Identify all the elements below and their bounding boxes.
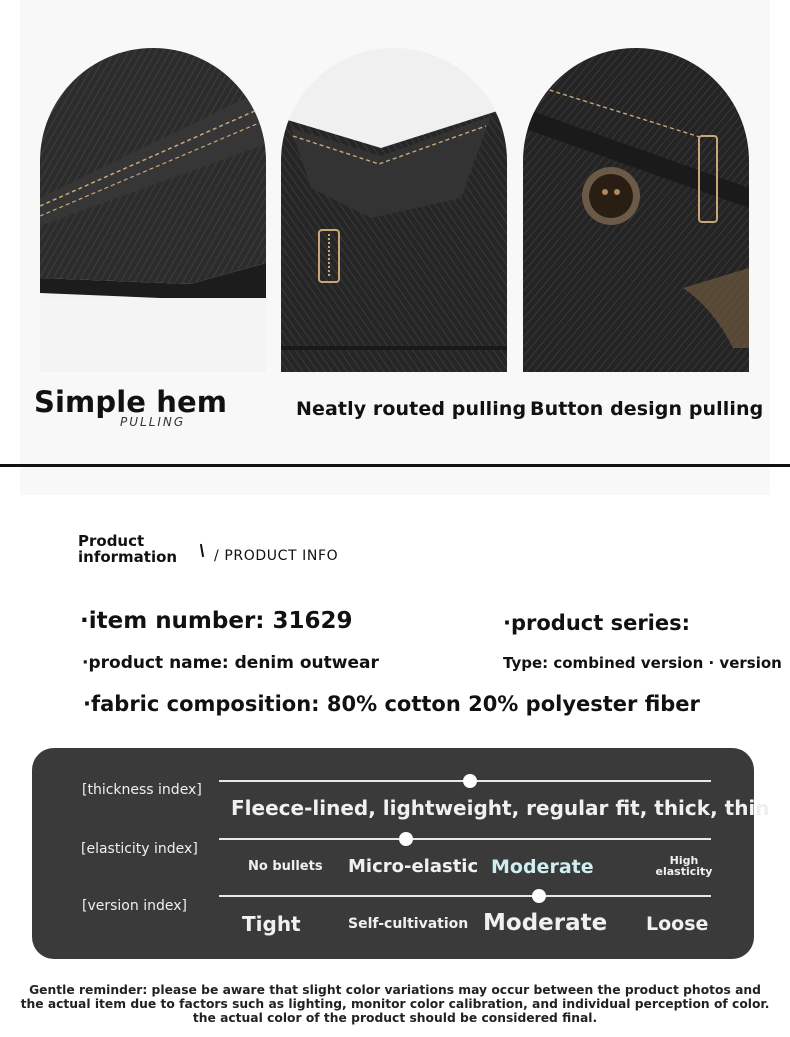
elasticity-option-high [648,855,720,877]
product-info-title: Product information [78,532,178,566]
thickness-level-marker [463,774,477,788]
product-name: ·product name: denim outwear [82,653,379,673]
title-tick-mark [200,544,204,557]
collar-detail-photo [281,48,507,372]
elasticity-level-marker [399,832,413,846]
feature-title-hem: Simple hem [34,385,228,419]
thickness-index-label: [thickness index] [82,782,202,798]
feature-title-button: Button design pulling [530,398,764,420]
section-divider [0,464,790,467]
thickness-description: Fleece-lined, lightweight, regular fit, thick, thin [231,796,770,820]
version-level-marker [532,889,546,903]
elasticity-option-no-bullets: No bullets [248,859,323,874]
elasticity-option-moderate: Moderate [491,856,594,878]
product-info-subtitle: / PRODUCT INFO [214,548,339,564]
color-variation-notice: Gentle reminder: please be aware that slight color variations may occur between the product photos and the actual item due to factors such as lighting, monitor color calibration, and individual perception of color. the actual color of the product should be considered final. [20,983,770,1025]
elasticity-option-micro-elastic: Micro-elastic [348,856,479,877]
elasticity-track [219,838,711,840]
product-type: Type: combined version · version [503,654,782,672]
button-detail-photo [523,48,749,372]
elasticity-index-label: [elasticity index] [81,841,198,857]
item-number: ·item number: 31629 [80,608,353,634]
elasticity-option-high-line1: High [669,854,699,867]
hem-detail-photo [40,48,266,372]
version-option-tight: Tight [242,912,301,936]
feature-title-collar: Neatly routed pulling [296,398,527,420]
fabric-composition: ·fabric composition: 80% cotton 20% polyester fiber [83,692,700,716]
version-option-moderate: Moderate [483,910,608,936]
version-track [219,895,711,897]
version-option-self-cultivation: Self-cultivation [348,916,469,932]
elasticity-option-high-line2: elasticity [655,865,713,878]
version-option-loose: Loose [646,913,709,935]
index-panel [32,748,770,959]
version-index-label: [version index] [82,898,187,914]
product-series: ·product series: [503,611,691,635]
feature-subtitle-hem: PULLING [120,415,186,429]
